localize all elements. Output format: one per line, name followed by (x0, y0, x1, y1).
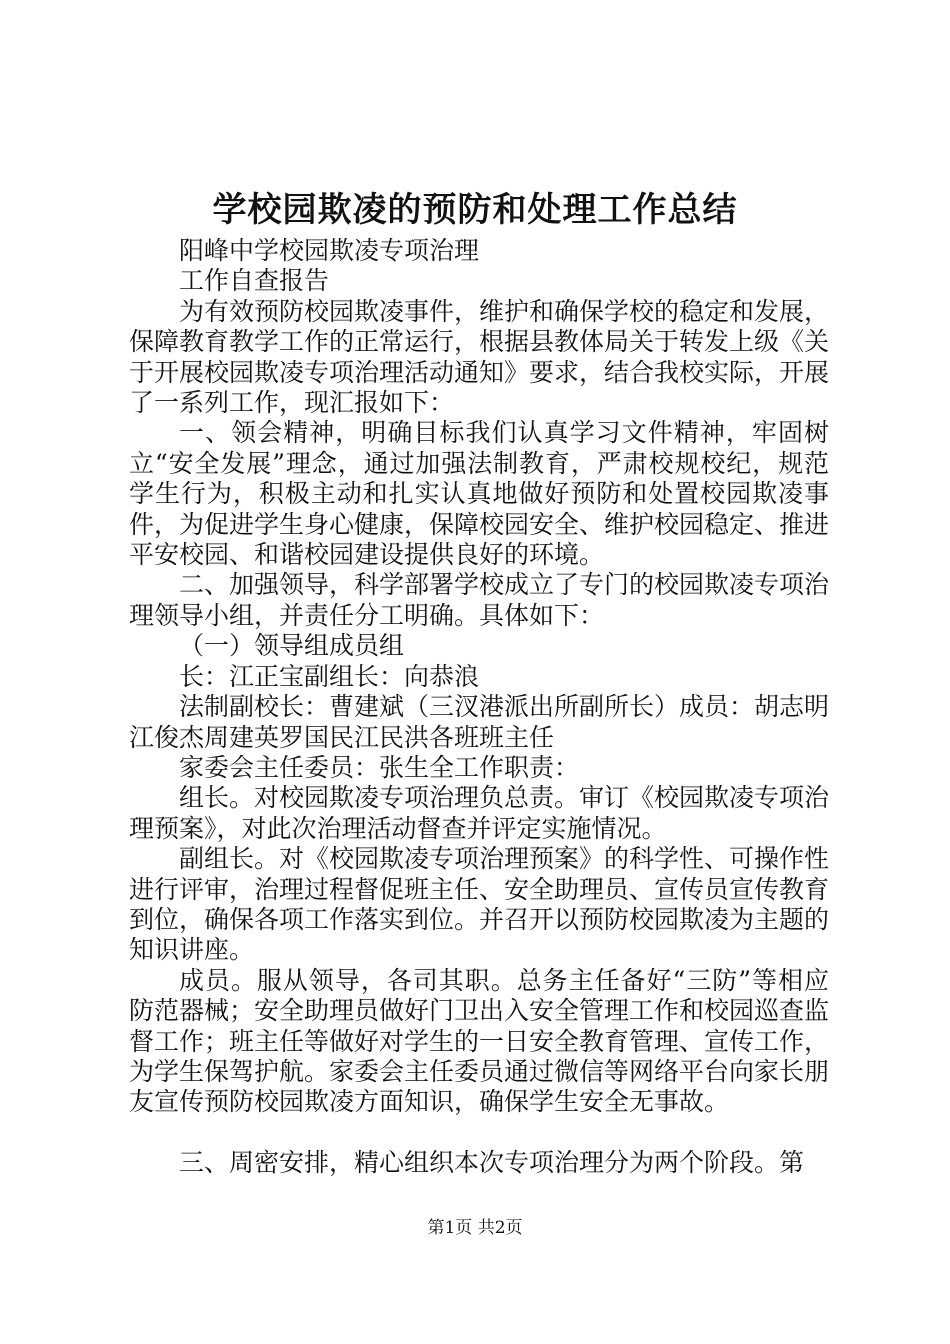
paragraph-members: 法制副校长：曹建斌（三汊港派出所副所长）成员：胡志明江俊杰周建英罗国民江民洪各班班主任 (129, 692, 830, 752)
document-body (129, 236, 829, 1178)
document-title: 学校园欺凌的预防和处理工作总结 (212, 190, 738, 230)
paragraph-section-one: 一、领会精神，明确目标我们认真学习文件精神，牢固树立“安全发展”理念，通过加强法制教育，严肃校规校纪，规范学生行为，积极主动和扎实认真地做好预防和处置校园欺凌事件，为促进学生身心健康，保障校园安全、维护校园稳定、推进平安校园、和谐校园建设提供良好的环境。 (129, 418, 830, 570)
paragraph-school-name: 阳峰中学校园欺凌专项治理 (179, 236, 480, 265)
paragraph-duty-leader: 组长。对校园欺凌专项治理负总责。审订《校园欺凌专项治理预案》，对此次治理活动督查并评定实施情况。 (129, 783, 830, 843)
paragraph-intro: 为有效预防校园欺凌事件，维护和确保学校的稳定和发展，保障教育教学工作的正常运行，根据县教体局关于转发上级《关于开展校园欺凌专项治理活动通知》要求，结合我校实际，开展了一系列工作，现汇报如下： (129, 296, 830, 418)
paragraph-section-two: 二、加强领导，科学部署学校成立了专门的校园欺凌专项治理领导小组，并责任分工明确。具体如下： (129, 570, 830, 630)
paragraph-report-title: 工作自查报告 (179, 266, 330, 296)
paragraph-group-leaders: 长：江正宝副组长：向恭浪 (179, 661, 480, 691)
paragraph-duty-members: 成员。服从领导，各司其职。总务主任备好“三防”等相应防范器械；安全助理员做好门卫出入安全管理工作和校园巡查监督工作；班主任等做好对学生的一日安全教育管理、宣传工作，为学生保驾护航。家委会主任委员通过微信等网络平台向家长朋友宣传预防校园欺凌方面知识，确保学生安全无事故。 (129, 965, 830, 1117)
paragraph-section-three: 三、周密安排，精心组织本次专项治理分为两个阶段。第 (179, 1147, 805, 1177)
paragraph-parent-committee: 家委会主任委员：张生全工作职责： (179, 752, 580, 782)
paragraph-leadership-group: （一）领导组成员组 (179, 631, 405, 661)
page-footer: 第1页 共2页 (427, 1218, 523, 1238)
paragraph-duty-deputy: 副组长。对《校园欺凌专项治理预案》的科学性、可操作性进行评审，治理过程督促班主任、安全助理员、宣传员宣传教育到位，确保各项工作落实到位。并召开以预防校园欺凌为主题的知识讲座。 (129, 844, 830, 965)
paragraph-gap (129, 1118, 829, 1148)
